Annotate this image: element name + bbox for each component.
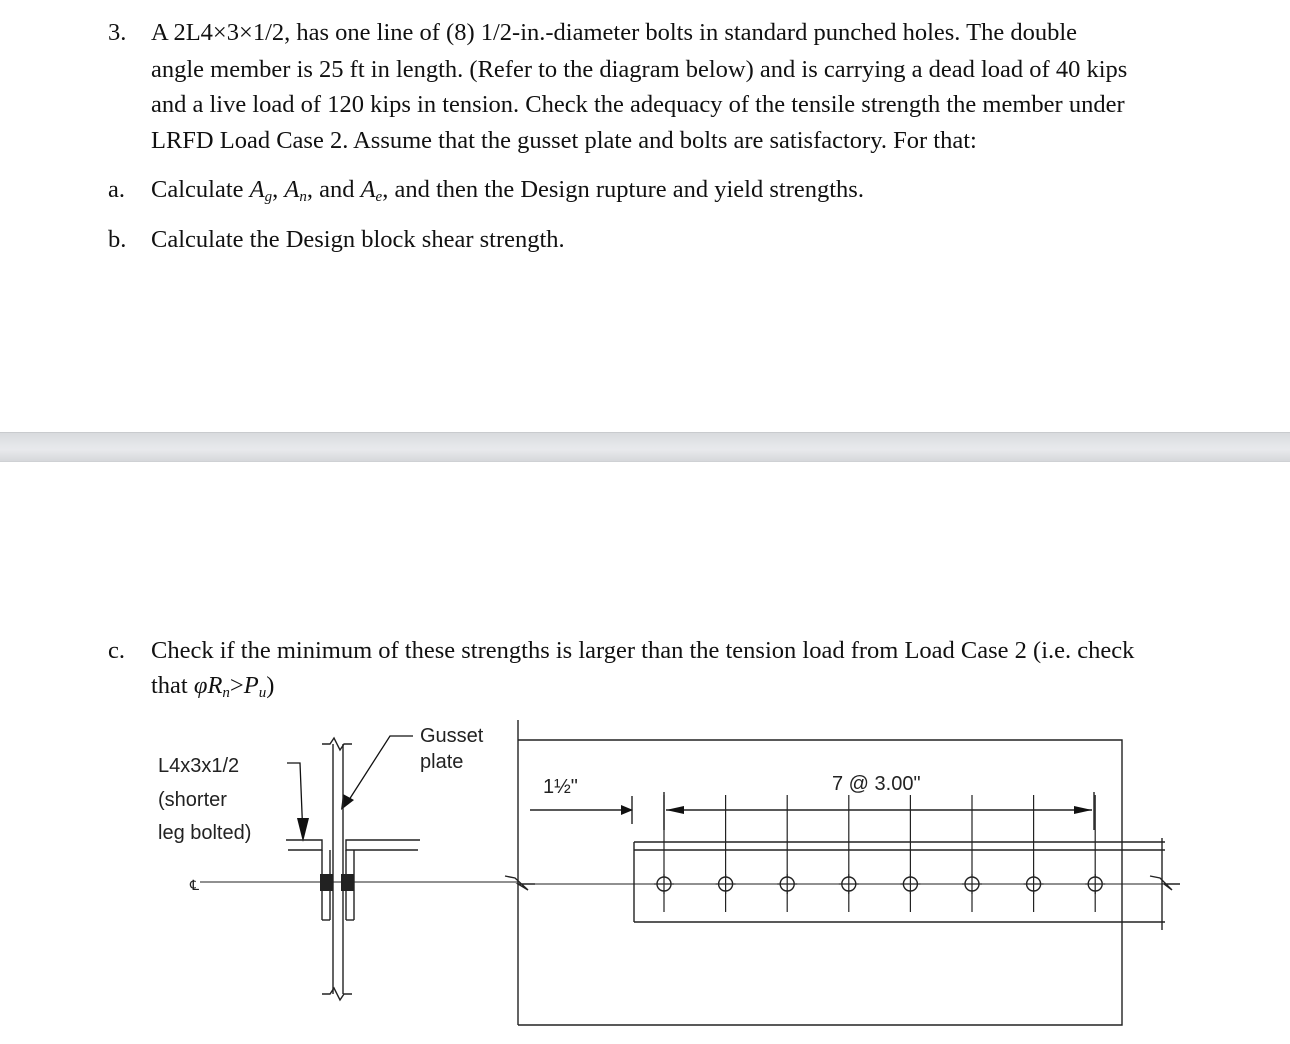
dimension-arrow-right xyxy=(1074,806,1092,814)
gusset-label-line-2: plate xyxy=(420,751,464,773)
page-separator xyxy=(0,432,1290,462)
gusset-leader xyxy=(347,736,413,803)
section-bolt-left xyxy=(320,874,333,891)
gusset-label-line-1: Gusset xyxy=(420,725,484,747)
separator-1: , xyxy=(272,176,285,203)
part-a-label: a. xyxy=(108,176,125,203)
connection-diagram xyxy=(0,700,1290,1044)
part-c-prefix: that xyxy=(151,672,194,699)
part-c-line-1: Check if the minimum of these strengths is larger than the tension load from Load Case 2 (i.e. check xyxy=(151,637,1135,664)
bolt-hole xyxy=(654,795,674,912)
problem-number: 3. xyxy=(108,19,127,46)
part-a-text-2: , and then the Design rupture and yield strengths. xyxy=(382,176,864,203)
symbol-an-sub: n xyxy=(299,189,307,205)
part-a-text-1: Calculate xyxy=(151,176,250,203)
symbol-ag: A xyxy=(249,176,265,203)
elevation-view xyxy=(505,720,1180,1025)
part-b-label: b. xyxy=(108,226,127,253)
symbol-p: P xyxy=(243,672,259,699)
statement-line: A 2L4×3×1/2, has one line of (8) 1/2-in.-diameter bolts in standard punched holes. The double xyxy=(151,19,1077,46)
statement-line: LRFD Load Case 2. Assume that the gusset plate and bolts are satisfactory. For that: xyxy=(151,127,977,154)
separator-2: , and xyxy=(306,176,361,203)
angle-leader-arrowhead xyxy=(297,818,309,842)
symbol-ag-sub: g xyxy=(264,189,273,205)
edge-distance-label: 1½" xyxy=(543,776,578,798)
dimension-arrow-left xyxy=(666,806,684,814)
centerline-symbol: ℄ xyxy=(190,878,199,894)
symbol-r: R xyxy=(207,672,223,699)
angle-label-line-1: L4x3x1/2 xyxy=(158,755,240,777)
section-bolt-right xyxy=(341,874,354,891)
angle-label-line-2: (shorter xyxy=(158,789,227,811)
bolt-spacing-label: 7 @ 3.00" xyxy=(832,773,921,795)
bolt-hole xyxy=(900,795,920,912)
symbol-phi: φ xyxy=(193,672,208,699)
symbol-p-sub: u xyxy=(258,685,267,701)
statement-line: angle member is 25 ft in length. (Refer to the diagram below) and is carrying a dead load of 40 kips xyxy=(151,56,1128,83)
bolt-hole xyxy=(1024,795,1044,912)
bolt-hole xyxy=(839,795,859,912)
bolt-hole xyxy=(716,795,736,912)
part-b-text: Calculate the Design block shear strength. xyxy=(151,226,565,253)
symbol-an: A xyxy=(284,176,300,203)
symbol-gt: > xyxy=(229,672,244,699)
bolt-hole xyxy=(777,795,797,912)
statement-line: and a live load of 120 kips in tension. Check the adequacy of the tensile strength the member under xyxy=(151,91,1125,118)
cross-section xyxy=(200,738,520,1000)
symbol-ae-sub: e xyxy=(375,189,383,205)
angle-label-line-3: leg bolted) xyxy=(158,822,252,844)
part-c-suffix: ) xyxy=(266,672,275,699)
symbol-ae: A xyxy=(360,176,376,203)
bolt-hole xyxy=(1085,795,1105,912)
bolt-group xyxy=(654,795,1105,912)
symbol-r-sub: n xyxy=(222,685,230,701)
bolt-hole xyxy=(962,795,982,912)
part-c-label: c. xyxy=(108,637,125,664)
part-a-text xyxy=(151,175,864,212)
